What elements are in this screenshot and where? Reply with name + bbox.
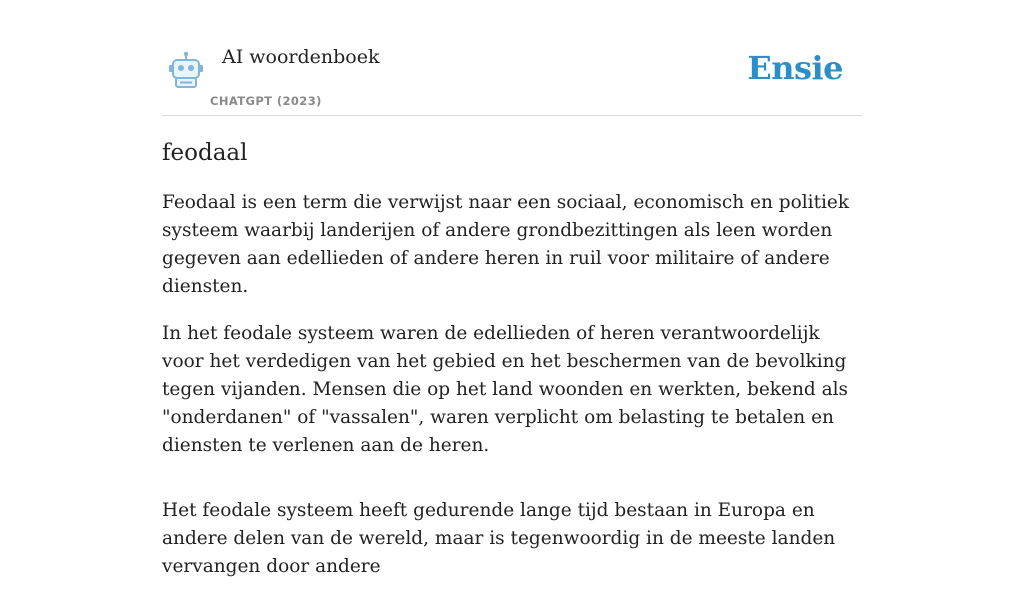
definition-paragraph: In het feodale systeem waren de edellieden of heren verantwoordelijk voor het verdedigen van het gebied en het beschermen van de bevolking tegen vijanden. Mensen die op het land woonden en werkten, bekend als "onderdanen" of "vassalen", waren verplicht om belasting te betalen en diensten te verlenen aan de heren. bbox=[162, 323, 849, 456]
brand-logo[interactable]: Ensie bbox=[747, 49, 843, 87]
definition-paragraph: Feodaal is een term die verwijst naar een sociaal, economisch en politiek systeem waarbij landerijen of andere grondbezittingen als leen worden gegeven aan edellieden of andere heren in ruil voor militaire of andere diensten. bbox=[162, 192, 850, 297]
source-subtitle: CHATGPT (2023) bbox=[210, 94, 322, 108]
entry-definition bbox=[162, 189, 862, 581]
entry-term: feodaal bbox=[162, 140, 248, 166]
robot-icon bbox=[166, 51, 206, 91]
page bbox=[162, 0, 862, 600]
definition-paragraph: Het feodale systeem heeft gedurende lange tijd bestaan in Europa en andere delen van de wereld, maar is tegenwoordig in de meeste landen vervangen door andere bbox=[162, 500, 836, 577]
entry-header bbox=[162, 0, 862, 116]
source-title[interactable]: AI woordenboek bbox=[222, 46, 380, 68]
